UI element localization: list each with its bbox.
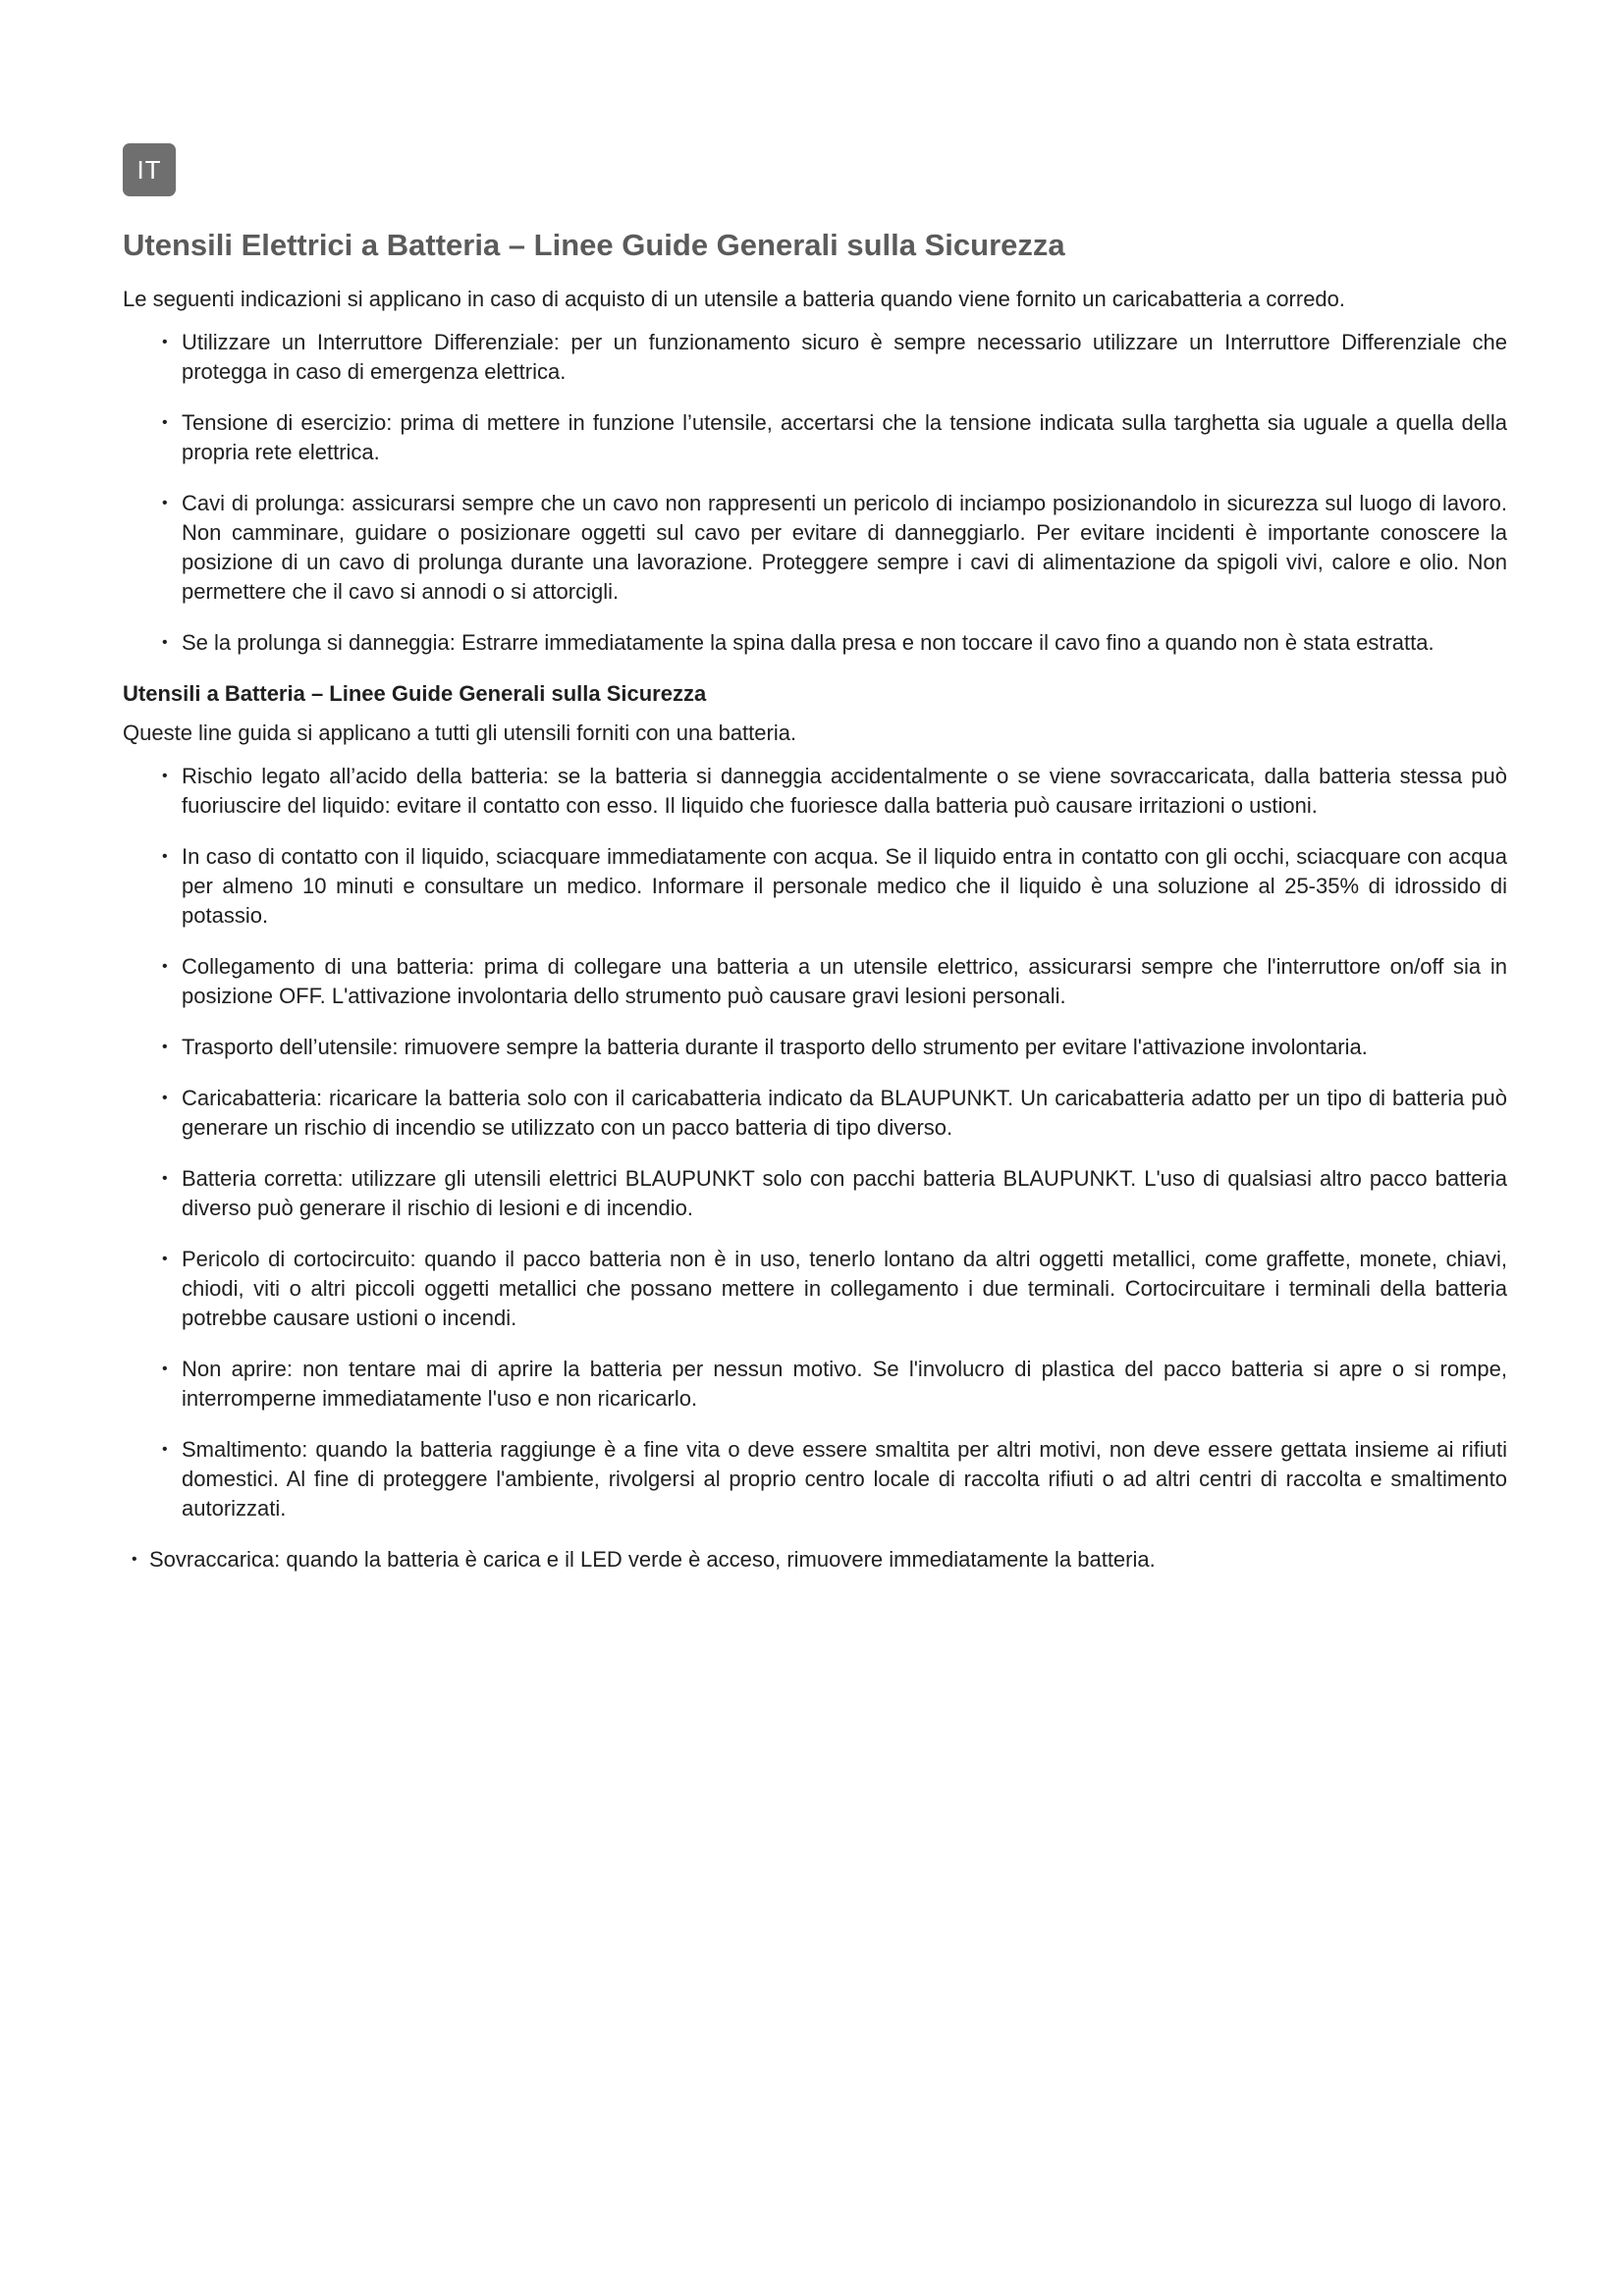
list-item: • Cavi di prolunga: assicurarsi sempre che un cavo non rappresenti un pericolo di inciampo posizionandolo in sicurezza sul luogo di lavoro. Non camminare, guidare o posizionare oggetti sul cavo per evitare di danneggiarlo. Per evitare incidenti è importante conoscere la posizione di un cavo di prolunga durante una lavorazione. Proteggere sempre i cavi di alimentazione da spigoli vivi, calore e olio. Non permettere che il cavo si annodi o si attorcigli. — [182, 489, 1507, 607]
battery-safety-list — [123, 762, 1507, 1523]
page-title: Utensili Elettrici a Batteria – Linee Guide Generali sulla Sicurezza — [123, 228, 1065, 262]
list-item: • Smaltimento: quando la batteria raggiunge è a fine vita o deve essere smaltita per altri motivi, non deve essere gettata insieme ai rifiuti domestici. Al fine di proteggere l'ambiente, rivolgersi al proprio centro locale di raccolta rifiuti o ad altri centri di raccolta e smaltimento autorizzati. — [182, 1435, 1507, 1523]
list-item: • In caso di contatto con il liquido, sciacquare immediatamente con acqua. Se il liquido entra in contatto con gli occhi, sciacquare con acqua per almeno 10 minuti e consultare un medico. Informare il personale medico che il liquido è una soluzione al 25-35% di idrossido di potassio. — [182, 842, 1507, 931]
list-item: • Caricabatteria: ricaricare la batteria solo con il caricabatteria indicato da BLAUPUNKT. Un caricabatteria adatto per un tipo di batteria può generare un rischio di incendio se utilizzato con un pacco batteria di tipo diverso. — [182, 1084, 1507, 1143]
intro-text: Le seguenti indicazioni si applicano in caso di acquisto di un utensile a batteria quando viene fornito un caricabatteria a corredo. — [123, 287, 1346, 311]
final-list-item: • Sovraccarica: quando la batteria è carica e il LED verde è acceso, rimuovere immediatamente la batteria. — [149, 1545, 1507, 1575]
list-item: • Trasporto dell’utensile: rimuovere sempre la batteria durante il trasporto dello strumento per evitare l'attivazione involontaria. — [182, 1033, 1507, 1062]
list-item: • Non aprire: non tentare mai di aprire la batteria per nessun motivo. Se l'involucro di plastica del pacco batteria si apre o si rompe, interromperne immediatamente l'uso e non ricaricarlo. — [182, 1355, 1507, 1414]
list-item: • Batteria corretta: utilizzare gli utensili elettrici BLAUPUNKT solo con pacchi batteria BLAUPUNKT. L'uso di qualsiasi altro pacco batteria diverso può generare il rischio di lesioni e di incendio. — [182, 1164, 1507, 1223]
section-intro: Queste line guida si applicano a tutti gli utensili forniti con una batteria. — [123, 721, 797, 745]
list-item: • Se la prolunga si danneggia: Estrarre immediatamente la spina dalla presa e non toccare il cavo fino a quando non è stata estratta. — [182, 628, 1507, 658]
general-safety-list — [123, 328, 1507, 658]
list-item: • Tensione di esercizio: prima di mettere in funzione l’utensile, accertarsi che la tensione indicata sulla targhetta sia uguale a quella della propria rete elettrica. — [182, 408, 1507, 467]
list-item: • Pericolo di cortocircuito: quando il pacco batteria non è in uso, tenerlo lontano da altri oggetti metallici, come graffette, monete, chiavi, chiodi, viti o altri piccoli oggetti metallici che possano mettere in collegamento i due terminali. Cortocircuitare i terminali della batteria potrebbe causare ustioni o incendi. — [182, 1245, 1507, 1333]
list-item: • Collegamento di una batteria: prima di collegare una batteria a un utensile elettrico, assicurarsi sempre che l'interruttore on/off sia in posizione OFF. L'attivazione involontaria dello strumento può causare gravi lesioni personali. — [182, 952, 1507, 1011]
list-item: • Utilizzare un Interruttore Differenziale: per un funzionamento sicuro è sempre necessario utilizzare un Interruttore Differenziale che protegga in caso di emergenza elettrica. — [182, 328, 1507, 387]
section-title: Utensili a Batteria – Linee Guide Generali sulla Sicurezza — [123, 681, 707, 706]
list-item: • Rischio legato all’acido della batteria: se la batteria si danneggia accidentalmente o se viene sovraccaricata, dalla batteria stessa può fuoriuscire del liquido: evitare il contatto con esso. Il liquido che fuoriesce dalla batteria può causare irritazioni o ustioni. — [182, 762, 1507, 821]
document-page — [123, 143, 1507, 1575]
language-badge: IT — [123, 143, 176, 196]
